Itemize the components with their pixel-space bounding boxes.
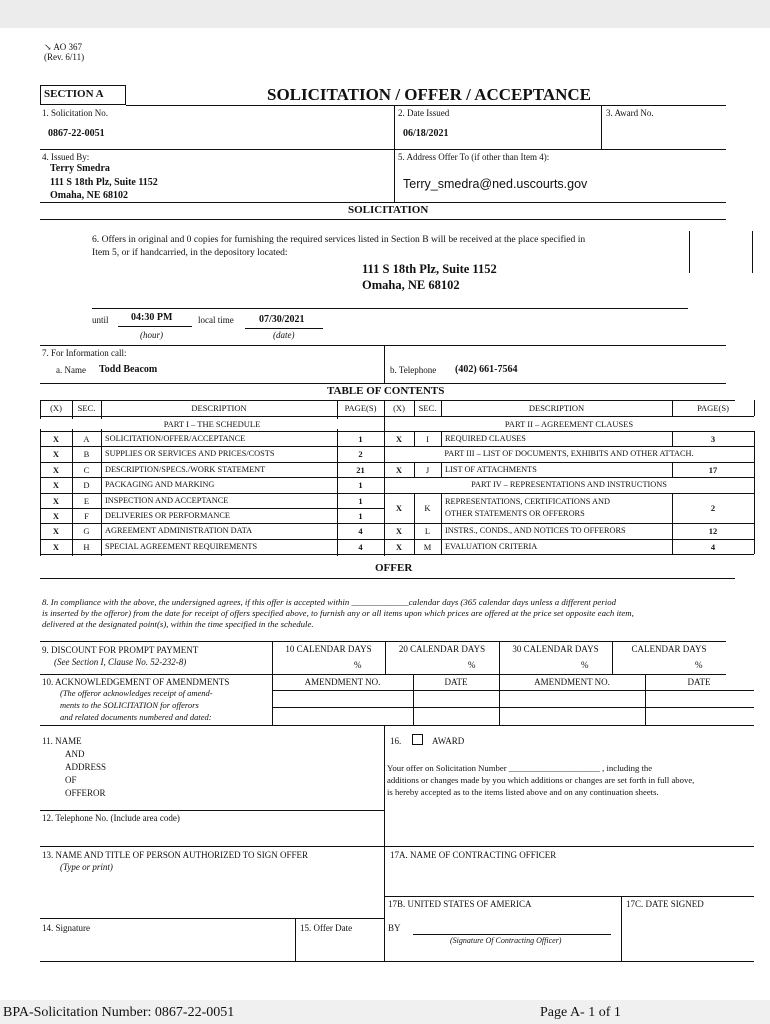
item16-number: 16. — [390, 736, 402, 746]
toc-row-x: X — [52, 464, 60, 475]
toc-right-pages: 12 — [708, 526, 718, 537]
address-offer-label: 5. Address Offer To (if other than Item 4): — [398, 152, 550, 162]
page-title: SOLICITATION / OFFER / ACCEPTANCE — [267, 85, 591, 104]
discount-sub: (See Section I, Clause No. 52-232-8) — [54, 657, 187, 667]
by-label: BY — [388, 923, 401, 933]
toc-right-desc: REQUIRED CLAUSES — [445, 434, 526, 443]
table-divider — [441, 523, 442, 538]
table-rule — [384, 446, 754, 447]
item8-text-line1: 8. In compliance with the above, the undersigned agrees, if this offer is accepted within _____________calendar days (365 calendar days unless a different period — [42, 597, 616, 607]
table-rule — [40, 508, 384, 509]
toc-right-x: X — [395, 526, 403, 537]
toc-right-desc: INSTRS., CONDS., AND NOTICES TO OFFERORS — [445, 526, 626, 536]
toc-row-sec: H — [83, 541, 90, 552]
offeror-address-label: ADDRESS — [65, 762, 107, 772]
issued-by-address1: 111 S 18th Plz, Suite 1152 — [50, 177, 158, 188]
signature-label: 14. Signature — [42, 923, 90, 933]
date-issued-label: 2. Date Issued — [398, 108, 450, 118]
toc-row-x: X — [52, 449, 60, 460]
offer-heading: OFFER — [375, 562, 413, 574]
contact-tel: (402) 661-7564 — [455, 364, 518, 375]
toc-right-sec: L — [424, 526, 431, 537]
table-divider — [754, 523, 755, 538]
item6-text-line1: 6. Offers in original and 0 copies for furnishing the required services listed in Section B will be received at the place specified in — [92, 234, 586, 245]
toc-row-x: X — [52, 541, 60, 552]
date-caption: (date) — [273, 330, 295, 340]
section-label: SECTION A — [44, 88, 104, 100]
toc-row-x: X — [52, 495, 60, 506]
toc-right-desc: OTHER STATEMENTS OR OFFERORS — [445, 508, 585, 518]
pct-other: % — [695, 660, 703, 670]
toc-row-pages: 21 — [356, 464, 365, 475]
issued-by-name: Terry Smedra — [50, 163, 110, 174]
toc-right-pages: 2 — [710, 503, 716, 513]
toc-row-x: X — [52, 480, 60, 491]
toc-row-pages: 1 — [358, 495, 363, 506]
table-divider — [414, 462, 415, 477]
toc-right-x: X — [395, 503, 403, 513]
toc-right-desc: EVALUATION CRITERIA — [445, 541, 538, 551]
toc-right-sec: I — [426, 434, 429, 444]
amendments-label: 10. ACKNOWLEDGEMENT OF AMENDMENTS — [42, 677, 230, 687]
toc-row-pages: 4 — [358, 526, 363, 537]
date-issued-value: 06/18/2021 — [403, 128, 449, 139]
toc-row-desc: PACKAGING AND MARKING — [105, 480, 215, 490]
pct-20: % — [468, 660, 476, 670]
toc-row-sec: A — [83, 434, 90, 444]
toc-row-sec: C — [83, 464, 90, 475]
toc-row-x: X — [52, 511, 60, 521]
table-divider — [441, 493, 442, 524]
amendments-sub1: (The offeror acknowledges receipt of amend- — [60, 688, 213, 698]
authorized-signer-label: 13. NAME AND TITLE OF PERSON AUTHORIZED TO SIGN OFFER — [42, 850, 309, 860]
toc-right-x: X — [395, 464, 403, 475]
pct-10: % — [354, 660, 362, 670]
footer-solicitation-number: BPA-Solicitation Number: 0867-22-0051 — [3, 1005, 235, 1020]
contact-tel-label: b. Telephone — [390, 365, 437, 375]
toc-heading: TABLE OF CONTENTS — [327, 385, 445, 397]
toc-right-pages: 17 — [708, 464, 718, 475]
table-divider — [672, 493, 673, 524]
table-rule — [384, 493, 754, 494]
amend-col-no-2: AMENDMENT NO. — [534, 677, 610, 687]
table-divider — [754, 539, 755, 554]
toc-header-desc: DESCRIPTION — [191, 403, 247, 413]
toc-row-desc: SUPPLIES OR SERVICES AND PRICES/COSTS — [105, 449, 275, 459]
table-rule — [384, 477, 754, 478]
item8-text-line2: is inserted by the offeror) from the date for receipt of offers specified above, to furnish any or all items upon which prices are offered at the price set opposite each item, — [42, 608, 634, 618]
discount-col-other: CALENDAR DAYS — [631, 644, 707, 654]
date-signed-label: 17C. DATE SIGNED — [626, 899, 704, 909]
award-text-line1: Your offer on Solicitation Number _____________________ , including the — [387, 763, 653, 773]
usa-label: 17B. UNITED STATES OF AMERICA — [388, 899, 532, 909]
toc-header-pages: PAGE(S) — [344, 403, 377, 413]
table-divider — [754, 431, 755, 446]
depository-address2: Omaha, NE 68102 — [362, 278, 460, 292]
table-divider — [441, 462, 442, 477]
item6-text-line2: Item 5, or if handcarried, in the depository located: — [92, 247, 288, 258]
table-divider — [672, 462, 673, 477]
table-divider — [441, 431, 442, 446]
issued-by-label: 4. Issued By: — [42, 152, 90, 162]
table-divider — [414, 539, 415, 554]
award-no-label: 3. Award No. — [606, 108, 654, 118]
offer-date-label: 15. Offer Date — [300, 923, 353, 933]
table-rule — [384, 523, 754, 524]
authorized-signer-sub: (Type or print) — [60, 862, 113, 872]
table-rule — [40, 477, 384, 478]
award-checkbox[interactable] — [412, 734, 423, 745]
toc-right-desc: REPRESENTATIONS, CERTIFICATIONS AND — [445, 496, 611, 506]
contact-name: Todd Beacom — [99, 364, 158, 375]
info-call-label: 7. For Information call: — [42, 348, 127, 358]
toc-row-sec: G — [83, 526, 90, 537]
discount-col-20: 20 CALENDAR DAYS — [398, 644, 486, 654]
offeror-and-label: AND — [65, 749, 85, 759]
deadline-date: 07/30/2021 — [259, 314, 305, 325]
toc-row-sec: D — [83, 480, 90, 491]
toc-part4: PART IV – REPRESENTATIONS AND INSTRUCTIONS — [471, 480, 667, 490]
toc-row-sec: F — [84, 511, 89, 521]
table-divider — [754, 462, 755, 477]
award-text-line3: is hereby accepted as to the items listed above and on any continuation sheets. — [387, 787, 659, 797]
toc-row-pages: 1 — [358, 434, 363, 444]
toc-part1: PART I – THE SCHEDULE — [40, 419, 384, 429]
toc-part2: PART II – AGREEMENT CLAUSES — [504, 419, 634, 429]
local-time-label: local time — [198, 315, 234, 325]
discount-col-10: 10 CALENDAR DAYS — [285, 644, 372, 654]
amendments-sub3: and related documents numbered and dated: — [60, 712, 212, 722]
table-rule — [40, 462, 384, 463]
toc-row-desc: AGREEMENT ADMINISTRATION DATA — [105, 526, 253, 536]
amend-col-date-1: DATE — [444, 677, 468, 687]
footer-page-number: Page A- 1 of 1 — [540, 1005, 621, 1020]
table-divider — [754, 493, 755, 524]
pct-30: % — [581, 660, 589, 670]
item8-text-line3: delivered at the designated point(s), within the time specified in the schedule. — [42, 619, 314, 629]
amend-col-date-2: DATE — [687, 677, 711, 687]
toc-row-pages: 2 — [358, 449, 363, 460]
table-rule — [40, 416, 754, 417]
toc-part3: PART III – LIST OF DOCUMENTS, EXHIBITS AND OTHER ATTACH. — [444, 449, 694, 459]
table-divider — [414, 523, 415, 538]
table-rule — [384, 462, 754, 463]
table-rule — [40, 539, 384, 540]
toc-row-x: X — [52, 434, 60, 444]
officer-signature-caption: (Signature Of Contracting Officer) — [450, 936, 562, 945]
award-text-line2: additions or changes made by you which additions or changes are set forth in full above, — [387, 775, 695, 785]
until-label: until — [92, 315, 109, 325]
toc-row-desc: SPECIAL AGREEMENT REQUIREMENTS — [105, 541, 258, 551]
contact-name-label: a. Name — [56, 365, 86, 375]
discount-col-30: 30 CALENDAR DAYS — [512, 644, 599, 654]
deadline-time: 04:30 PM — [131, 312, 173, 323]
offeror-name-label: 11. NAME — [42, 736, 82, 746]
table-divider — [441, 539, 442, 554]
table-divider — [414, 431, 415, 446]
table-divider — [672, 539, 673, 554]
toc-right-sec: K — [424, 503, 431, 513]
pen-icon: ↘ — [44, 42, 52, 52]
offeror-of-label: OF — [65, 775, 77, 785]
address-offer-email: Terry_smedra@ned.uscourts.gov — [403, 177, 588, 191]
issued-by-address2: Omaha, NE 68102 — [50, 190, 129, 201]
telephone-label: 12. Telephone No. (Include area code) — [42, 813, 180, 823]
table-rule — [40, 446, 384, 447]
solicitation-no-label: 1. Solicitation No. — [42, 108, 108, 118]
toc-right-x: X — [395, 434, 403, 444]
award-label: AWARD — [432, 736, 465, 746]
toc-header-x: (X) — [50, 403, 62, 413]
toc-row-desc: DELIVERIES OR PERFORMANCE — [105, 511, 230, 520]
toc-header-desc-right: DESCRIPTION — [528, 403, 585, 413]
table-rule — [40, 523, 384, 524]
toc-right-x: X — [395, 541, 403, 552]
hour-caption: (hour) — [140, 330, 163, 340]
table-rule — [40, 431, 754, 432]
table-rule — [40, 554, 384, 555]
amend-col-no-1: AMENDMENT NO. — [304, 677, 381, 687]
toc-header-x-right: (X) — [393, 403, 405, 413]
toc-header-sec: SEC. — [77, 403, 96, 413]
table-divider — [672, 523, 673, 538]
form-id: ↘ AO 367 — [44, 42, 83, 52]
table-rule — [384, 554, 754, 555]
discount-label: 9. DISCOUNT FOR PROMPT PAYMENT — [42, 645, 199, 655]
solicitation-heading: SOLICITATION — [348, 204, 429, 216]
solicitation-no-value: 0867-22-0051 — [48, 128, 105, 139]
table-divider — [414, 493, 415, 524]
depository-address1: 111 S 18th Plz, Suite 1152 — [362, 262, 497, 276]
toc-row-sec: E — [83, 495, 90, 506]
toc-row-desc: SOLICITATION/OFFER/ACCEPTANCE — [105, 434, 246, 443]
toc-row-pages: 4 — [358, 541, 363, 552]
toc-right-desc: LIST OF ATTACHMENTS — [445, 464, 537, 474]
table-rule — [384, 539, 754, 540]
toc-row-sec: B — [83, 449, 90, 460]
toc-row-desc: INSPECTION AND ACCEPTANCE — [105, 495, 229, 505]
toc-row-desc: DESCRIPTION/SPECS./WORK STATEMENT — [105, 464, 266, 474]
offeror-offeror-label: OFFEROR — [65, 788, 106, 798]
table-divider — [754, 477, 755, 492]
form-revision: (Rev. 6/11) — [44, 52, 85, 62]
table-rule — [40, 493, 384, 494]
table-divider — [754, 446, 755, 461]
toc-right-sec: M — [423, 541, 432, 552]
toc-right-pages: 4 — [710, 541, 716, 552]
toc-row-pages: 1 — [358, 511, 363, 521]
toc-right-sec: J — [425, 464, 430, 475]
toc-header-pages-right: PAGE(S) — [697, 403, 729, 413]
table-divider — [754, 400, 755, 416]
viewer-top-bar — [0, 0, 770, 28]
toc-right-pages: 3 — [710, 434, 716, 444]
toc-header-sec-right: SEC. — [418, 403, 437, 413]
toc-row-pages: 1 — [358, 480, 363, 491]
amendments-sub2: ments to the SOLICITATION for offerors — [60, 700, 199, 710]
table-divider — [672, 431, 673, 446]
contracting-officer-label: 17A. NAME OF CONTRACTING OFFICER — [390, 850, 557, 860]
toc-row-x: X — [52, 526, 60, 537]
